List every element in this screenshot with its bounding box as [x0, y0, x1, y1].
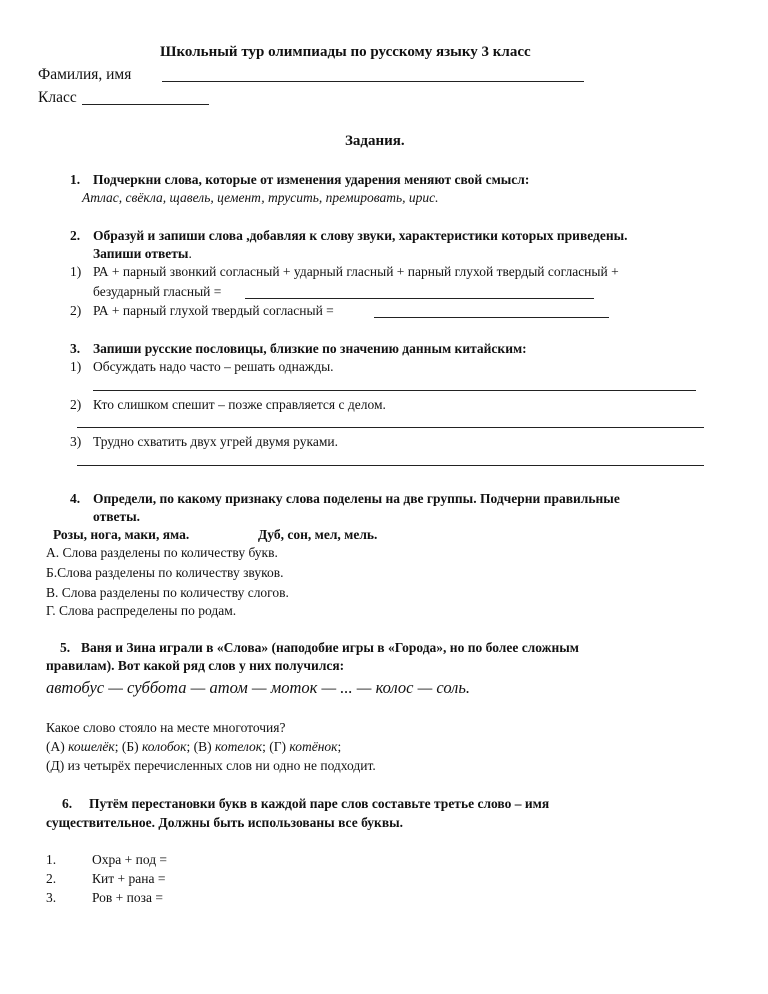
task5-option-e: (Д) из четырёх перечисленных слов ни одно не подходит.: [46, 758, 376, 773]
class-label: Класс: [38, 89, 77, 106]
task3-item3-num: 3): [70, 434, 82, 449]
tasks-heading: Задания.: [345, 133, 405, 149]
task6-item2-text: Кит + рана =: [92, 871, 166, 886]
page-title: Школьный тур олимпиады по русскому языку 3 класс: [160, 44, 531, 60]
task3-answer-line-2: [77, 427, 704, 428]
task3-answer-line-1: [93, 390, 696, 391]
task1-prompt: Подчеркни слова, которые от изменения ударения меняют свой смысл:: [93, 172, 530, 187]
task2-prompt-line2: Запиши ответы: [93, 246, 189, 261]
task5-prompt-line1: Ваня и Зина играли в «Слова» (наподобие игры в «Города», но по более сложным: [81, 640, 579, 655]
task2-item1-num: 1): [70, 264, 82, 279]
task4-option-a: А. Слова разделены по количеству букв.: [46, 545, 278, 560]
task6-item1-text: Охра + под =: [92, 852, 168, 867]
task5-option-d-word: котёнок: [289, 739, 338, 754]
task2-answer-line-2: [374, 317, 609, 318]
task1-words: Атлас, свёкла, щавель, цемент, трусить, премировать, ирис.: [82, 190, 439, 205]
task1-number: 1.: [70, 172, 81, 187]
task2-item1-line1: РА + парный звонкий согласный + ударный гласный + парный глухой твердый согласный +: [93, 264, 619, 279]
task3-item3-text: Трудно схватить двух угрей двумя руками.: [93, 434, 338, 449]
task4-prompt-line1: Определи, по какому признаку слова поделены на две группы. Подчерни правильные: [93, 491, 620, 506]
task5-word-chain: автобус — суббота — атом — моток — ... — колос — соль.: [46, 678, 470, 697]
task2-prompt-dot: .: [188, 246, 192, 261]
task6-number: 6.: [62, 796, 73, 811]
task2-item1-line2: безударный гласный =: [93, 284, 222, 299]
surname-line: [162, 81, 584, 82]
task6-item3-num: 3.: [46, 890, 57, 905]
task3-answer-line-3: [77, 465, 704, 466]
task4-number: 4.: [70, 491, 81, 506]
task2-prompt-line1: Образуй и запиши слова ,добавляя к слову звуки, характеристики которых приведены.: [93, 228, 628, 243]
task4-option-c: В. Слова разделены по количеству слогов.: [46, 585, 289, 600]
task4-option-d: Г. Слова распределены по родам.: [46, 603, 237, 618]
task4-group1: Розы, нога, маки, яма.: [53, 527, 190, 542]
task5-options-row: (А) кошелёк; (Б) колобок; (В) котелок; (Г) котёнок;: [46, 739, 342, 754]
task2-item2-num: 2): [70, 303, 82, 318]
surname-label: Фамилия, имя: [38, 66, 132, 83]
task3-item1-text: Обсуждать надо часто – решать однажды.: [93, 359, 334, 374]
task6-item3-text: Ров + поза =: [92, 890, 163, 905]
task3-item1-num: 1): [70, 359, 82, 374]
task6-prompt-line2: существительное. Должны быть использованы все буквы.: [46, 815, 404, 830]
task2-item2-line1: РА + парный глухой твердый согласный =: [93, 303, 334, 318]
task6-prompt-line1: Путём перестановки букв в каждой паре слов составьте третье слово – имя: [89, 796, 550, 811]
task3-item2-text: Кто слишком спешит – позже справляется с делом.: [93, 397, 386, 412]
task3-item2-num: 2): [70, 397, 82, 412]
task4-prompt-line2: ответы.: [93, 509, 141, 524]
task3-number: 3.: [70, 341, 81, 356]
task5-number: 5.: [60, 640, 71, 655]
task5-option-c-word: котелок: [215, 739, 263, 754]
task3-prompt: Запиши русские пословицы, близкие по значению данным китайским:: [93, 341, 527, 356]
task5-option-a-word: кошелёк: [68, 739, 115, 754]
task5-question: Какое слово стояло на месте многоточия?: [46, 720, 286, 735]
class-line: [82, 104, 209, 105]
task6-item1-num: 1.: [46, 852, 57, 867]
task4-option-b: Б.Слова разделены по количеству звуков.: [46, 565, 284, 580]
task6-item2-num: 2.: [46, 871, 57, 886]
task5-option-b-word: колобок: [141, 739, 187, 754]
task4-group2: Дуб, сон, мел, мель.: [258, 527, 378, 542]
task2-number: 2.: [70, 228, 81, 243]
task2-answer-line-1: [245, 298, 594, 299]
task5-prompt-line2: правилам). Вот какой ряд слов у них получился:: [46, 658, 345, 673]
